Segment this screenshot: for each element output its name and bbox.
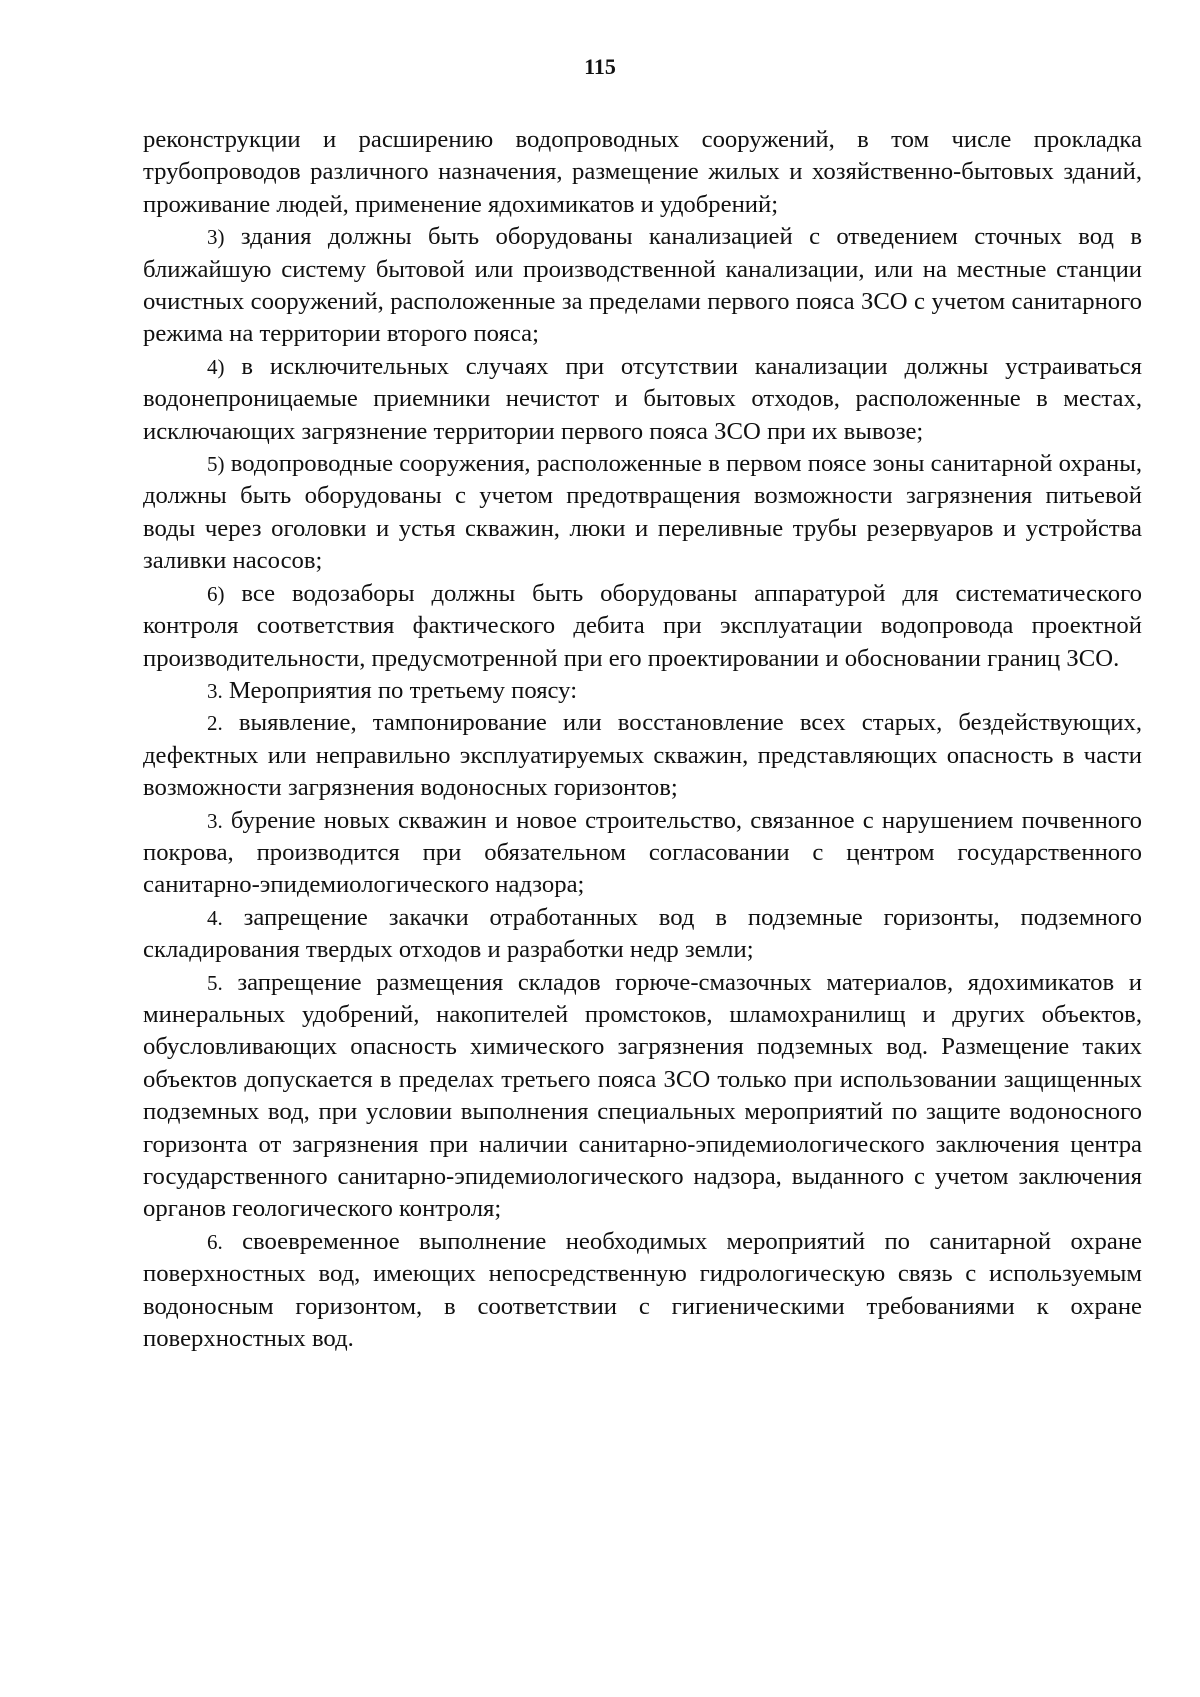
paragraph-s3-item-4 xyxy=(143,902,1142,967)
paragraph-s3-item-5 xyxy=(143,967,1142,1226)
item-number: 3) xyxy=(207,225,225,250)
paragraph-s3-item-3 xyxy=(143,805,1142,902)
paragraph-text: запрещение размещения складов горюче-смазочных материалов, ядохимикатов и минеральных удобрений, накопителей промстоков, шламохранилищ и других объектов, обусловливающих опасность химического загрязнения подземных вод. Размещение таких объектов допускается в пределах третьего пояса ЗСО только при использовании защищенных подземных вод, при условии выполнения специальных мероприятий по защите водоносного горизонта от загрязнения при наличии санитарно-эпидемиологического заключения центра государственного санитарно-эпидемиологического надзора, выданного с учетом заключения органов геологического контроля; xyxy=(143,968,1142,1223)
paragraph-continuation xyxy=(143,124,1142,221)
paragraph-text: здания должны быть оборудованы канализацией с отведением сточных вод в ближайшую систему бытовой или производственной канализации, или на местные станции очистных сооружений, расположенные за пределами первого пояса ЗСО с учетом санитарного режима на территории второго пояса; xyxy=(143,223,1142,348)
section-number: 3. xyxy=(207,678,223,703)
item-number: 5. xyxy=(207,970,223,995)
paragraph-item-3 xyxy=(143,221,1142,351)
item-number: 4) xyxy=(207,354,225,379)
paragraph-text: бурение новых скважин и новое строительство, связанное с нарушением почвенного покрова, производится при обязательном согласовании с центром государственного санитарно-эпидемиологического надзора; xyxy=(143,806,1142,899)
section-heading-text: Мероприятия по третьему поясу: xyxy=(222,676,578,704)
item-number: 6) xyxy=(207,581,225,606)
paragraph-text: запрещение закачки отработанных вод в подземные горизонты, подземного складирования твердых отходов и разработки недр земли; xyxy=(143,903,1142,964)
item-number: 5) xyxy=(207,452,225,477)
item-number: 4. xyxy=(207,905,223,930)
paragraph-text: реконструкции и расширению водопроводных сооружений, в том числе прокладка трубопроводов различного назначения, размещение жилых и хозяйственно-бытовых зданий, проживание людей, применение ядохимикатов и удобрений; xyxy=(143,126,1142,218)
paragraph-text: водопроводные сооружения, расположенные в первом поясе зоны санитарной охраны, должны быть оборудованы с учетом предотвращения возможности загрязнения питьевой воды через оголовки и устья скважин, люки и переливные трубы резервуаров и устройства заливки насосов; xyxy=(143,450,1142,575)
paragraph-s3-item-6 xyxy=(143,1226,1142,1356)
paragraph-item-4 xyxy=(143,351,1142,448)
paragraph-text: все водозаборы должны быть оборудованы аппаратурой для систематического контроля соответствия фактического дебита при эксплуатации водопровода проектной производительности, предусмотренной при его проектировании и обосновании границ ЗСО. xyxy=(143,579,1142,672)
paragraph-s3-item-2 xyxy=(143,707,1142,804)
paragraph-text: в исключительных случаях при отсутствии канализации должны устраиваться водонепроницаемые приемники нечистот и бытовых отходов, расположенные в местах, исключающих загрязнение территории первого пояса ЗСО при их вывозе; xyxy=(143,352,1142,445)
paragraph-text: своевременное выполнение необходимых мероприятий по санитарной охране поверхностных вод, имеющих непосредственную гидрологическую связь с используемым водоносным горизонтом, в соответствии с гигиеническими требованиями к охране поверхностных вод. xyxy=(143,1227,1142,1353)
paragraph-text: выявление, тампонирование или восстановление всех старых, бездействующих, дефектных или неправильно эксплуатируемых скважин, представляющих опасность в части возможности загрязнения водоносных горизонтов; xyxy=(143,709,1142,802)
paragraph-item-6 xyxy=(143,578,1142,675)
section-heading-third-zone xyxy=(143,675,1142,707)
paragraph-item-5 xyxy=(143,448,1142,578)
item-number: 6. xyxy=(207,1229,223,1254)
item-number: 3. xyxy=(207,808,223,833)
page-number: 115 xyxy=(584,54,616,79)
item-number: 2. xyxy=(207,711,223,736)
document-body xyxy=(143,124,1142,1355)
